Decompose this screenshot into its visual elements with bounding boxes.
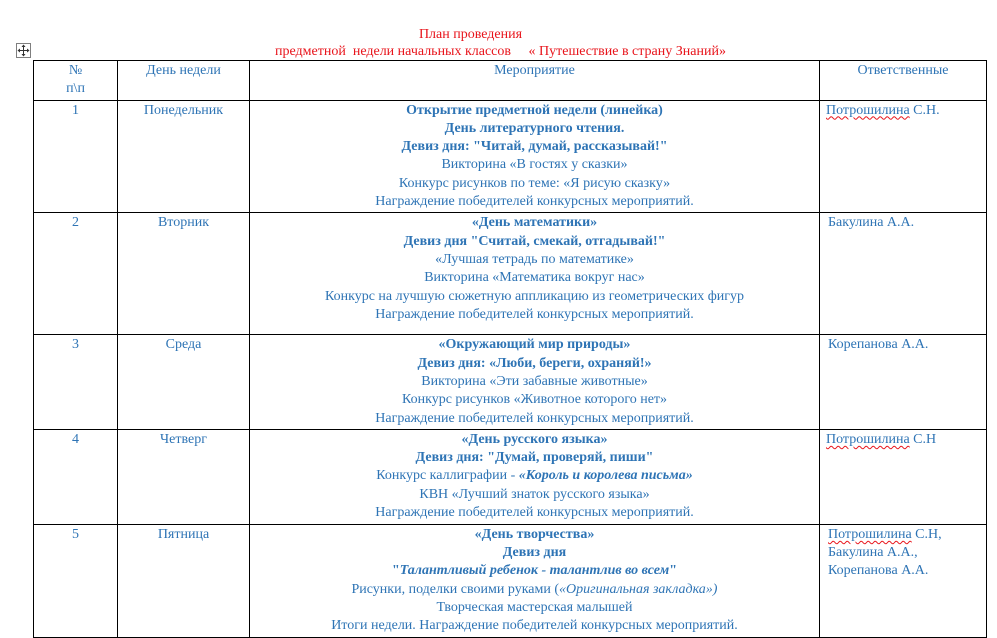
header-num [34, 61, 118, 101]
table-row [34, 335, 987, 429]
row-event [250, 524, 820, 637]
event-line [253, 467, 816, 485]
header-event: Мероприятие [250, 61, 820, 101]
row-event [250, 429, 820, 524]
row-event [250, 213, 820, 335]
row-responsible [820, 524, 987, 637]
row-responsible [820, 429, 987, 524]
event-line: Награждение победителей конкурсных мероприятий. [375, 505, 694, 521]
event-line: КВН «Лучший знаток русского языка» [419, 486, 650, 502]
row-num: 2 [34, 213, 118, 335]
event-line: «День творчества» [474, 526, 595, 542]
header-day: День недели [118, 61, 250, 101]
event-text-italic: Талантливый ребенок - талантлив во всем [399, 563, 670, 579]
event-line: Девиз дня: "Думай, проверяй, пиши" [415, 450, 654, 466]
responsible-initials: С.Н [909, 431, 937, 447]
event-line: Награждение победителей конкурсных мероприятий. [375, 194, 694, 210]
header-num-line1: № [68, 63, 83, 78]
row-responsible [820, 100, 987, 213]
row-day: Пятница [118, 524, 250, 637]
event-text-italic: «Король и королева письма» [518, 468, 693, 484]
responsible-initials: С.Н, [911, 526, 942, 542]
event-line: «Лучшая тетрадь по математике» [435, 251, 634, 267]
row-num: 1 [34, 100, 118, 213]
event-line: Конкурс рисунков по теме: «Я рисую сказку» [398, 175, 671, 191]
responsible-line: Корепанова А.А. [828, 563, 929, 579]
event-line: Награждение победителей конкурсных мероприятий. [375, 410, 694, 426]
event-line [253, 562, 816, 580]
row-day: Среда [118, 335, 250, 429]
event-line: «День русского языка» [461, 431, 608, 447]
event-line: Творческая мастерская малышей [436, 600, 633, 616]
responsible-surname: Потрошилина [826, 431, 910, 447]
event-line: «День математики» [471, 215, 598, 231]
event-text: Рисунки, поделки своими руками ( [351, 581, 560, 597]
event-line: Девиз дня [502, 545, 567, 561]
row-day: Четверг [118, 429, 250, 524]
event-line: Викторина «Эти забавные животные» [421, 373, 648, 389]
event-text-italic: «Оригинальная закладка») [559, 581, 718, 597]
row-event [250, 100, 820, 213]
row-event [250, 335, 820, 429]
responsible-line [828, 526, 983, 544]
move-arrows-icon [17, 44, 30, 57]
table-row [34, 213, 987, 335]
plan-table [33, 60, 987, 638]
table-row [34, 524, 987, 637]
event-line: Конкурс рисунков «Животное которого нет» [401, 392, 668, 408]
event-line: «Окружающий мир природы» [438, 337, 631, 353]
event-line: Девиз дня "Считай, смекай, отгадывай!" [403, 233, 666, 249]
event-line: Девиз дня: «Люби, береги, охраняй!» [417, 355, 652, 371]
page-subtitle: предметной недели начальных классов « Путешествие в страну Знаний» [275, 44, 726, 59]
responsible-line: Бакулина А.А., [828, 545, 918, 561]
event-line: Награждение победителей конкурсных мероприятий. [375, 306, 694, 322]
page-title: План проведения [418, 27, 523, 42]
event-line: Итоги недели. Награждение победителей конкурсных мероприятий. [331, 618, 738, 634]
row-day: Вторник [118, 213, 250, 335]
row-responsible: Корепанова А.А. [820, 335, 987, 429]
event-line: Конкурс на лучшую сюжетную аппликацию из геометрических фигур [324, 288, 745, 304]
table-move-handle[interactable] [16, 43, 31, 58]
event-text: " [669, 563, 678, 579]
event-line: Открытие предметной недели (линейка) [406, 102, 663, 118]
event-line: День литературного чтения. [444, 120, 625, 136]
event-line: Викторина «Математика вокруг нас» [424, 270, 645, 286]
table-row [34, 100, 987, 213]
event-text: " [391, 563, 400, 579]
row-responsible: Бакулина А.А. [820, 213, 987, 335]
row-num: 3 [34, 335, 118, 429]
responsible-surname: Потрошилина [826, 102, 910, 118]
responsible-initials: С.Н. [909, 102, 940, 118]
responsible-surname: Потрошилина [828, 526, 912, 542]
event-text: Конкурс каллиграфии - [376, 468, 519, 484]
row-day: Понедельник [118, 100, 250, 213]
event-line: Викторина «В гостях у сказки» [441, 157, 628, 173]
table-row [34, 429, 987, 524]
event-line: Девиз дня: "Читай, думай, рассказывай!" [401, 139, 668, 155]
event-line [253, 581, 816, 599]
row-num: 5 [34, 524, 118, 637]
table-header-row [34, 61, 987, 101]
header-responsible: Ответственные [820, 61, 987, 101]
header-num-line2: п\п [66, 81, 85, 97]
row-num: 4 [34, 429, 118, 524]
